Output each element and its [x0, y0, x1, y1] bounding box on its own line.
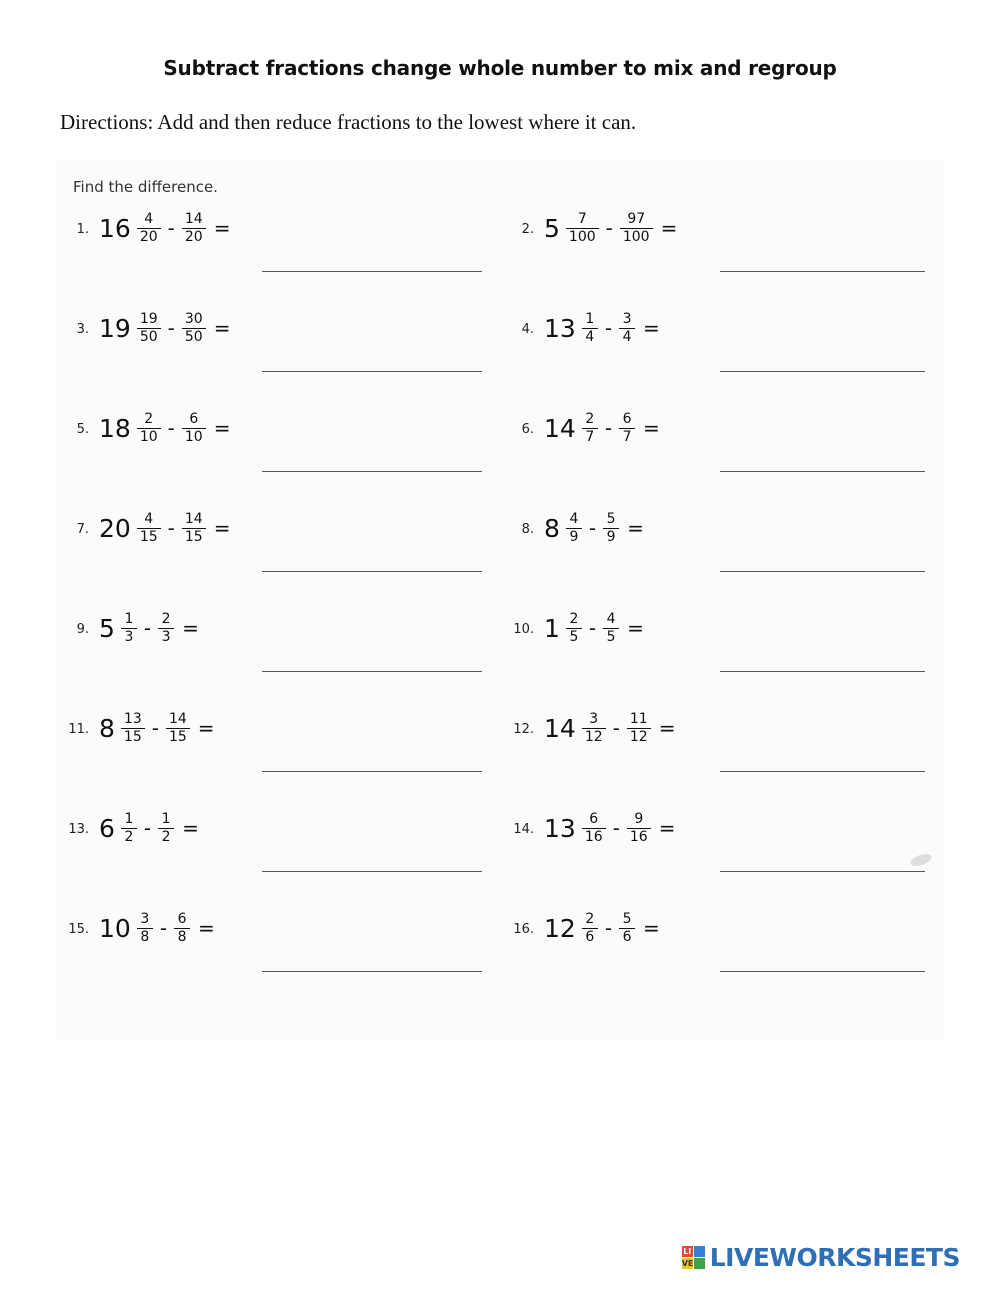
whole-number: 8: [544, 513, 560, 543]
fraction-first: [582, 912, 598, 944]
fraction-first: [137, 312, 161, 344]
denominator: 15: [123, 728, 142, 745]
problem-number: 13.: [68, 822, 89, 837]
problem-item: [500, 710, 945, 810]
problem-expression: [534, 210, 677, 244]
problem-item: [55, 510, 500, 610]
whole-number: 16: [99, 213, 131, 243]
numerator: 4: [144, 211, 154, 227]
problem-expression: [89, 410, 230, 444]
logo-mark-icon: [682, 1246, 705, 1269]
numerator: 3: [140, 911, 150, 927]
problems-panel: [55, 160, 945, 1040]
problem-expression: [89, 310, 230, 344]
denominator: 12: [584, 728, 603, 745]
problem-number: 12.: [513, 722, 534, 737]
whole-number: 13: [544, 813, 576, 843]
answer-input-line[interactable]: [262, 571, 482, 572]
numerator: 11: [629, 711, 648, 727]
numerator: 14: [184, 211, 203, 227]
minus-operator: -: [588, 516, 597, 541]
whole-number: 12: [544, 913, 576, 943]
minus-operator: -: [604, 916, 613, 941]
denominator: 20: [184, 228, 203, 245]
minus-operator: -: [612, 716, 620, 741]
answer-input-line[interactable]: [720, 671, 925, 672]
fraction-first: [121, 812, 137, 844]
minus-operator: -: [612, 816, 620, 841]
answer-input-line[interactable]: [262, 271, 482, 272]
problem-number: 14.: [513, 822, 534, 837]
denominator: 15: [139, 528, 158, 545]
directions-text: Directions: Add and then reduce fractions to the lowest where it can.: [60, 110, 637, 134]
fraction-first: [137, 212, 161, 244]
answer-input-line[interactable]: [720, 871, 925, 872]
denominator: 7: [622, 428, 632, 445]
minus-operator: -: [143, 616, 152, 641]
whole-number: 19: [99, 313, 131, 343]
problem-row: [55, 410, 945, 510]
minus-operator: -: [605, 216, 613, 241]
minus-operator: -: [167, 516, 175, 541]
numerator: 4: [144, 511, 154, 527]
answer-input-line[interactable]: [720, 771, 925, 772]
fraction-second: [182, 412, 206, 444]
fraction-first: [121, 712, 145, 744]
answer-input-line[interactable]: [262, 871, 482, 872]
problem-item: [500, 610, 945, 710]
problem-expression: [534, 510, 644, 544]
problem-number: 6.: [521, 422, 534, 437]
problem-number: 11.: [68, 722, 89, 737]
fraction-second: [158, 812, 174, 844]
numerator: 7: [577, 211, 587, 227]
numerator: 1: [585, 311, 595, 327]
fraction-first: [566, 212, 599, 244]
denominator: 7: [585, 428, 595, 445]
fraction-second: [620, 212, 653, 244]
problem-row: [55, 710, 945, 810]
fraction-second: [619, 412, 635, 444]
numerator: 5: [622, 911, 632, 927]
problem-item: [55, 610, 500, 710]
problem-expression: [534, 610, 644, 644]
problem-number: 15.: [68, 922, 89, 937]
equals-sign: =: [213, 416, 231, 441]
problem-row: [55, 910, 945, 1010]
problem-item: [55, 410, 500, 510]
fraction-first: [582, 412, 598, 444]
denominator: 16: [584, 828, 603, 845]
fraction-first: [582, 812, 606, 844]
problem-expression: [89, 910, 215, 944]
problem-item: [500, 910, 945, 1010]
equals-sign: =: [182, 816, 199, 841]
fraction-second: [182, 312, 206, 344]
numerator: 4: [606, 611, 616, 627]
answer-input-line[interactable]: [720, 971, 925, 972]
numerator: 4: [569, 511, 579, 527]
equals-sign: =: [197, 716, 215, 741]
whole-number: 20: [99, 513, 131, 543]
denominator: 10: [139, 428, 158, 445]
denominator: 3: [161, 628, 171, 645]
problem-expression: [89, 810, 199, 844]
denominator: 2: [124, 828, 134, 845]
denominator: 100: [568, 228, 596, 245]
equals-sign: =: [198, 916, 215, 941]
numerator: 2: [585, 411, 595, 427]
problem-number: 10.: [513, 622, 534, 637]
answer-input-line[interactable]: [262, 771, 482, 772]
problem-expression: [89, 710, 215, 744]
denominator: 6: [585, 928, 595, 945]
problem-row: [55, 310, 945, 410]
numerator: 1: [124, 811, 134, 827]
fraction-first: [137, 512, 161, 544]
numerator: 2: [161, 611, 171, 627]
answer-input-line[interactable]: [720, 571, 925, 572]
problem-item: [55, 810, 500, 910]
equals-sign: =: [658, 816, 676, 841]
numerator: 3: [589, 711, 599, 727]
fraction-second: [182, 512, 206, 544]
denominator: 8: [140, 928, 150, 945]
problem-row: [55, 810, 945, 910]
numerator: 97: [627, 211, 646, 227]
logo-tile-i: [694, 1246, 705, 1257]
whole-number: 14: [544, 713, 576, 743]
whole-number: 14: [544, 413, 576, 443]
problem-number: 5.: [76, 422, 89, 437]
answer-input-line[interactable]: [262, 371, 482, 372]
numerator: 6: [622, 411, 632, 427]
fraction-second: [603, 512, 619, 544]
minus-operator: -: [151, 716, 159, 741]
fraction-first: [137, 412, 161, 444]
section-label: Find the difference.: [73, 178, 218, 196]
whole-number: 5: [544, 213, 560, 243]
denominator: 5: [606, 628, 616, 645]
numerator: 2: [144, 411, 154, 427]
whole-number: 1: [544, 613, 560, 643]
minus-operator: -: [167, 316, 175, 341]
problem-number: 9.: [76, 622, 89, 637]
problem-item: [500, 810, 945, 910]
numerator: 1: [124, 611, 134, 627]
equals-sign: =: [643, 316, 660, 341]
numerator: 14: [168, 711, 187, 727]
problem-row: [55, 610, 945, 710]
logo-tile-li: LI: [683, 1246, 692, 1256]
fraction-second: [166, 712, 190, 744]
problem-expression: [89, 210, 230, 244]
fraction-second: [619, 912, 635, 944]
equals-sign: =: [182, 616, 199, 641]
whole-number: 13: [544, 313, 576, 343]
fraction-first: [582, 712, 606, 744]
denominator: 20: [139, 228, 158, 245]
numerator: 6: [189, 411, 199, 427]
answer-input-line[interactable]: [262, 671, 482, 672]
problem-number: 2.: [521, 222, 534, 237]
numerator: 6: [589, 811, 599, 827]
equals-sign: =: [213, 516, 231, 541]
fraction-second: [603, 612, 619, 644]
numerator: 9: [634, 811, 644, 827]
equals-sign: =: [627, 516, 644, 541]
problem-item: [500, 310, 945, 410]
whole-number: 5: [99, 613, 115, 643]
denominator: 8: [177, 928, 187, 945]
equals-sign: =: [643, 416, 660, 441]
fraction-second: [619, 312, 635, 344]
problem-item: [500, 410, 945, 510]
equals-sign: =: [213, 316, 231, 341]
equals-sign: =: [643, 916, 660, 941]
numerator: 19: [139, 311, 158, 327]
numerator: 30: [184, 311, 203, 327]
fraction-second: [627, 712, 651, 744]
answer-input-line[interactable]: [262, 971, 482, 972]
denominator: 4: [622, 328, 632, 345]
problem-number: 7.: [76, 522, 89, 537]
fraction-first: [582, 312, 598, 344]
problem-expression: [534, 410, 660, 444]
answer-input-line[interactable]: [720, 371, 925, 372]
problem-expression: [534, 310, 660, 344]
denominator: 50: [139, 328, 158, 345]
page-title: Subtract fractions change whole number to mix and regroup: [163, 56, 837, 80]
numerator: 2: [569, 611, 579, 627]
problem-expression: [534, 910, 660, 944]
fraction-first: [121, 612, 137, 644]
equals-sign: =: [658, 716, 676, 741]
denominator: 12: [629, 728, 648, 745]
fraction-second: [174, 912, 190, 944]
numerator: 1: [161, 811, 171, 827]
denominator: 3: [124, 628, 134, 645]
numerator: 13: [123, 711, 142, 727]
problem-item: [500, 510, 945, 610]
problem-item: [55, 910, 500, 1010]
answer-input-line[interactable]: [720, 271, 925, 272]
denominator: 6: [622, 928, 632, 945]
denominator: 10: [184, 428, 203, 445]
whole-number: 6: [99, 813, 115, 843]
denominator: 2: [161, 828, 171, 845]
problem-item: [500, 210, 945, 310]
denominator: 4: [585, 328, 595, 345]
numerator: 6: [177, 911, 187, 927]
problem-expression: [89, 510, 230, 544]
fraction-second: [627, 812, 651, 844]
fraction-first: [137, 912, 153, 944]
equals-sign: =: [660, 216, 678, 241]
denominator: 50: [184, 328, 203, 345]
logo-wordmark: LIVEWORKSHEETS: [709, 1242, 960, 1272]
whole-number: 10: [99, 913, 131, 943]
minus-operator: -: [604, 316, 613, 341]
problem-item: [55, 710, 500, 810]
problem-item: [55, 210, 500, 310]
logo-tile-e: [694, 1258, 705, 1269]
whole-number: 18: [99, 413, 131, 443]
minus-operator: -: [588, 616, 597, 641]
equals-sign: =: [213, 216, 231, 241]
denominator: 15: [168, 728, 187, 745]
whole-number: 8: [99, 713, 115, 743]
numerator: 14: [184, 511, 203, 527]
denominator: 5: [569, 628, 579, 645]
problem-expression: [89, 610, 199, 644]
minus-operator: -: [167, 416, 175, 441]
problem-number: 8.: [521, 522, 534, 537]
problem-number: 16.: [513, 922, 534, 937]
fraction-second: [158, 612, 174, 644]
equals-sign: =: [627, 616, 644, 641]
fraction-first: [566, 612, 582, 644]
answer-input-line[interactable]: [720, 471, 925, 472]
problem-expression: [534, 810, 675, 844]
numerator: 3: [622, 311, 632, 327]
liveworksheets-logo: [500, 1240, 960, 1274]
numerator: 2: [585, 911, 595, 927]
minus-operator: -: [143, 816, 152, 841]
problem-item: [55, 310, 500, 410]
denominator: 100: [622, 228, 650, 245]
fraction-second: [182, 212, 206, 244]
problem-row: [55, 210, 945, 310]
denominator: 15: [184, 528, 203, 545]
problems-grid: [55, 210, 945, 1010]
denominator: 9: [569, 528, 579, 545]
fraction-first: [566, 512, 582, 544]
minus-operator: -: [159, 916, 168, 941]
problem-number: 3.: [76, 322, 89, 337]
problem-number: 4.: [521, 322, 534, 337]
numerator: 5: [606, 511, 616, 527]
problem-number: 1.: [76, 222, 89, 237]
logo-tile-ve: VE: [681, 1258, 694, 1268]
problem-expression: [534, 710, 675, 744]
denominator: 16: [629, 828, 648, 845]
answer-input-line[interactable]: [262, 471, 482, 472]
denominator: 9: [606, 528, 616, 545]
problem-row: [55, 510, 945, 610]
minus-operator: -: [604, 416, 613, 441]
minus-operator: -: [167, 216, 175, 241]
